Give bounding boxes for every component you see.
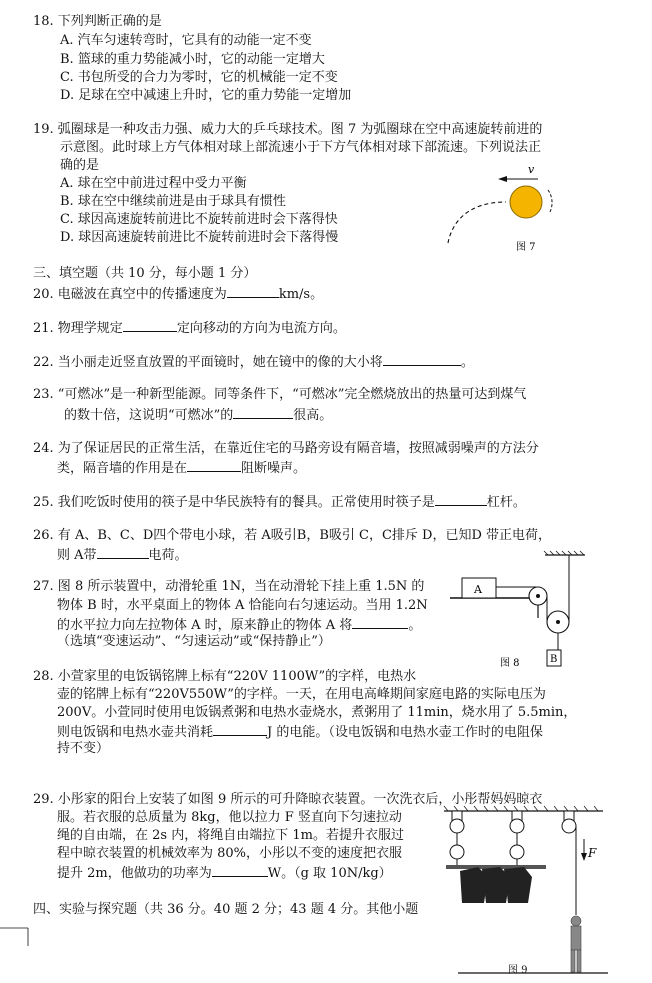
ball: [510, 186, 542, 218]
q28-line2: 壶的铭牌上标有“220V550W”的字样。一天，在用电高峰期间家庭电路的实际电压为: [57, 687, 546, 702]
block-b-label: B: [550, 654, 558, 665]
q18-option-a: A. 汽车匀速转弯时，它具有的动能一定不变: [60, 33, 312, 48]
q19-option-d: D. 球因高速旋转前进比不旋转前进时会下落得慢: [60, 230, 339, 245]
figure-9-force-label: F: [588, 846, 597, 860]
figure-7-velocity-label: v: [528, 163, 535, 176]
figure-7: [440, 160, 580, 255]
block-a-label: A: [474, 583, 482, 596]
section-3-title: 三、填空题（共 10 分，每小题 1 分）: [33, 266, 257, 281]
q19-stem-line3: 确的是: [60, 158, 100, 173]
figure-8-caption: 图 8: [500, 658, 520, 669]
clothes: [460, 867, 532, 903]
page-corner-mark: [0, 918, 40, 948]
q19-stem-line1: 19. 弧圈球是一种攻击力强、威力大的乒乓球技术。图 7 为弧圈球在空中高速旋转前进的: [33, 122, 543, 137]
q18-option-b: B. 篮球的重力势能减小时，它的动能一定增大: [60, 52, 325, 67]
q28-line5: 持不变）: [57, 741, 110, 756]
q29-line4: 程中晾衣装置的机械效率为 80%，小彤以不变的速度把衣服: [57, 846, 403, 861]
person-figure: [571, 916, 581, 972]
q24-line1: 24. 为了保证居民的正常生活，在靠近住宅的马路旁设有隔音墙，按照减弱噪声的方法分: [33, 441, 539, 456]
q28-line4: 则电饭锅和电热水壶共消耗 J 的电能。（设电饭锅和电热水壶工作时的电阻保: [57, 722, 543, 742]
section-4-title: 四、实验与探究题（共 36 分。40 题 2 分；43 题 4 分。其他小题: [33, 902, 419, 917]
q29-line1: 29. 小彤家的阳台上安装了如图 9 所示的可升降晾衣装置。一次洗衣后，小彤帮妈妈晾衣: [33, 792, 543, 807]
q24-line2: 类，隔音墙的作用是在 阻断噪声。: [57, 458, 306, 478]
q18-option-d: D. 足球在空中减速上升时，它的重力势能一定增加: [60, 88, 352, 103]
q23-line2: 的数十倍，这说明“可燃冰”的 很高。: [64, 405, 332, 425]
q29-line5: 提升 2m，他做功的功率为 W。（g 取 10N/kg）: [57, 863, 392, 883]
q28-line1: 28. 小萱家里的电饭锅铭牌上标有“220V 1100W”的字样，电热水: [33, 669, 417, 684]
q29-line2: 服。若衣服的总质量为 8kg，他以拉力 F 竖直向下匀速拉动: [57, 810, 402, 825]
q20: 20. 电磁波在真空中的传播速度为 km/s。: [33, 284, 323, 304]
q27-line3: 的水平拉力向左拉物体 A 时，原来静止的物体 A 将 。: [57, 615, 421, 635]
q27-line1: 27. 图 8 所示装置中，动滑轮重 1N，当在动滑轮下挂上重 1.5N 的: [33, 579, 425, 594]
figure-9-caption: 图 9: [508, 965, 528, 976]
q19-option-b: B. 球在空中继续前进是由于球具有惯性: [60, 194, 286, 209]
figure-8: [450, 550, 590, 670]
q19-option-a: A. 球在空中前进过程中受力平衡: [60, 176, 247, 191]
q27-line2: 物体 B 时，水平桌面上的物体 A 恰能向右匀速运动。当用 1.2N: [57, 598, 428, 613]
figure-7-caption: 图 7: [516, 242, 536, 253]
q18-option-c: C. 书包所受的合力为零时，它的机械能一定不变: [60, 70, 338, 85]
q29-line3: 绳的自由端，在 2s 内，将绳自由端拉下 1m。若提升衣服过: [57, 828, 404, 843]
q25: 25. 我们吃饭时使用的筷子是中华民族特有的餐具。正常使用时筷子是 杠杆。: [33, 492, 526, 512]
q22: 22. 当小丽走近竖直放置的平面镜时，她在镜中的像的大小将 。: [33, 352, 474, 372]
q27-line4: （选填“变速运动”、“匀速运动”或“保持静止”）: [57, 634, 331, 649]
q23-line1: 23. “可燃冰”是一种新型能源。同等条件下，“可燃冰”完全燃烧放出的热量可达到煤气: [33, 387, 527, 402]
q26-line2: 则 A带 电荷。: [57, 545, 188, 565]
q28-line3: 200V。小萱同时使用电饭锅煮粥和电热水壶烧水，煮粥用了 11min，烧水用了 5.5min，: [57, 705, 577, 720]
q19-stem-line2: 示意图。此时球上方气体相对球上部流速小于下方气体相对球下部流速。下列说法正: [60, 140, 542, 155]
q19-option-c: C. 球因高速旋转前进比不旋转前进时会下落得快: [60, 212, 338, 227]
figure-9: [438, 805, 613, 980]
q18-stem: 18. 下列判断正确的是: [33, 14, 162, 29]
q26-line1: 26. 有 A、B、C、D四个带电小球，若 A吸引B，B吸引 C，C排斥 D，已知D 带正电荷，: [33, 528, 552, 543]
q21: 21. 物理学规定 定向移动的方向为电流方向。: [33, 318, 346, 338]
